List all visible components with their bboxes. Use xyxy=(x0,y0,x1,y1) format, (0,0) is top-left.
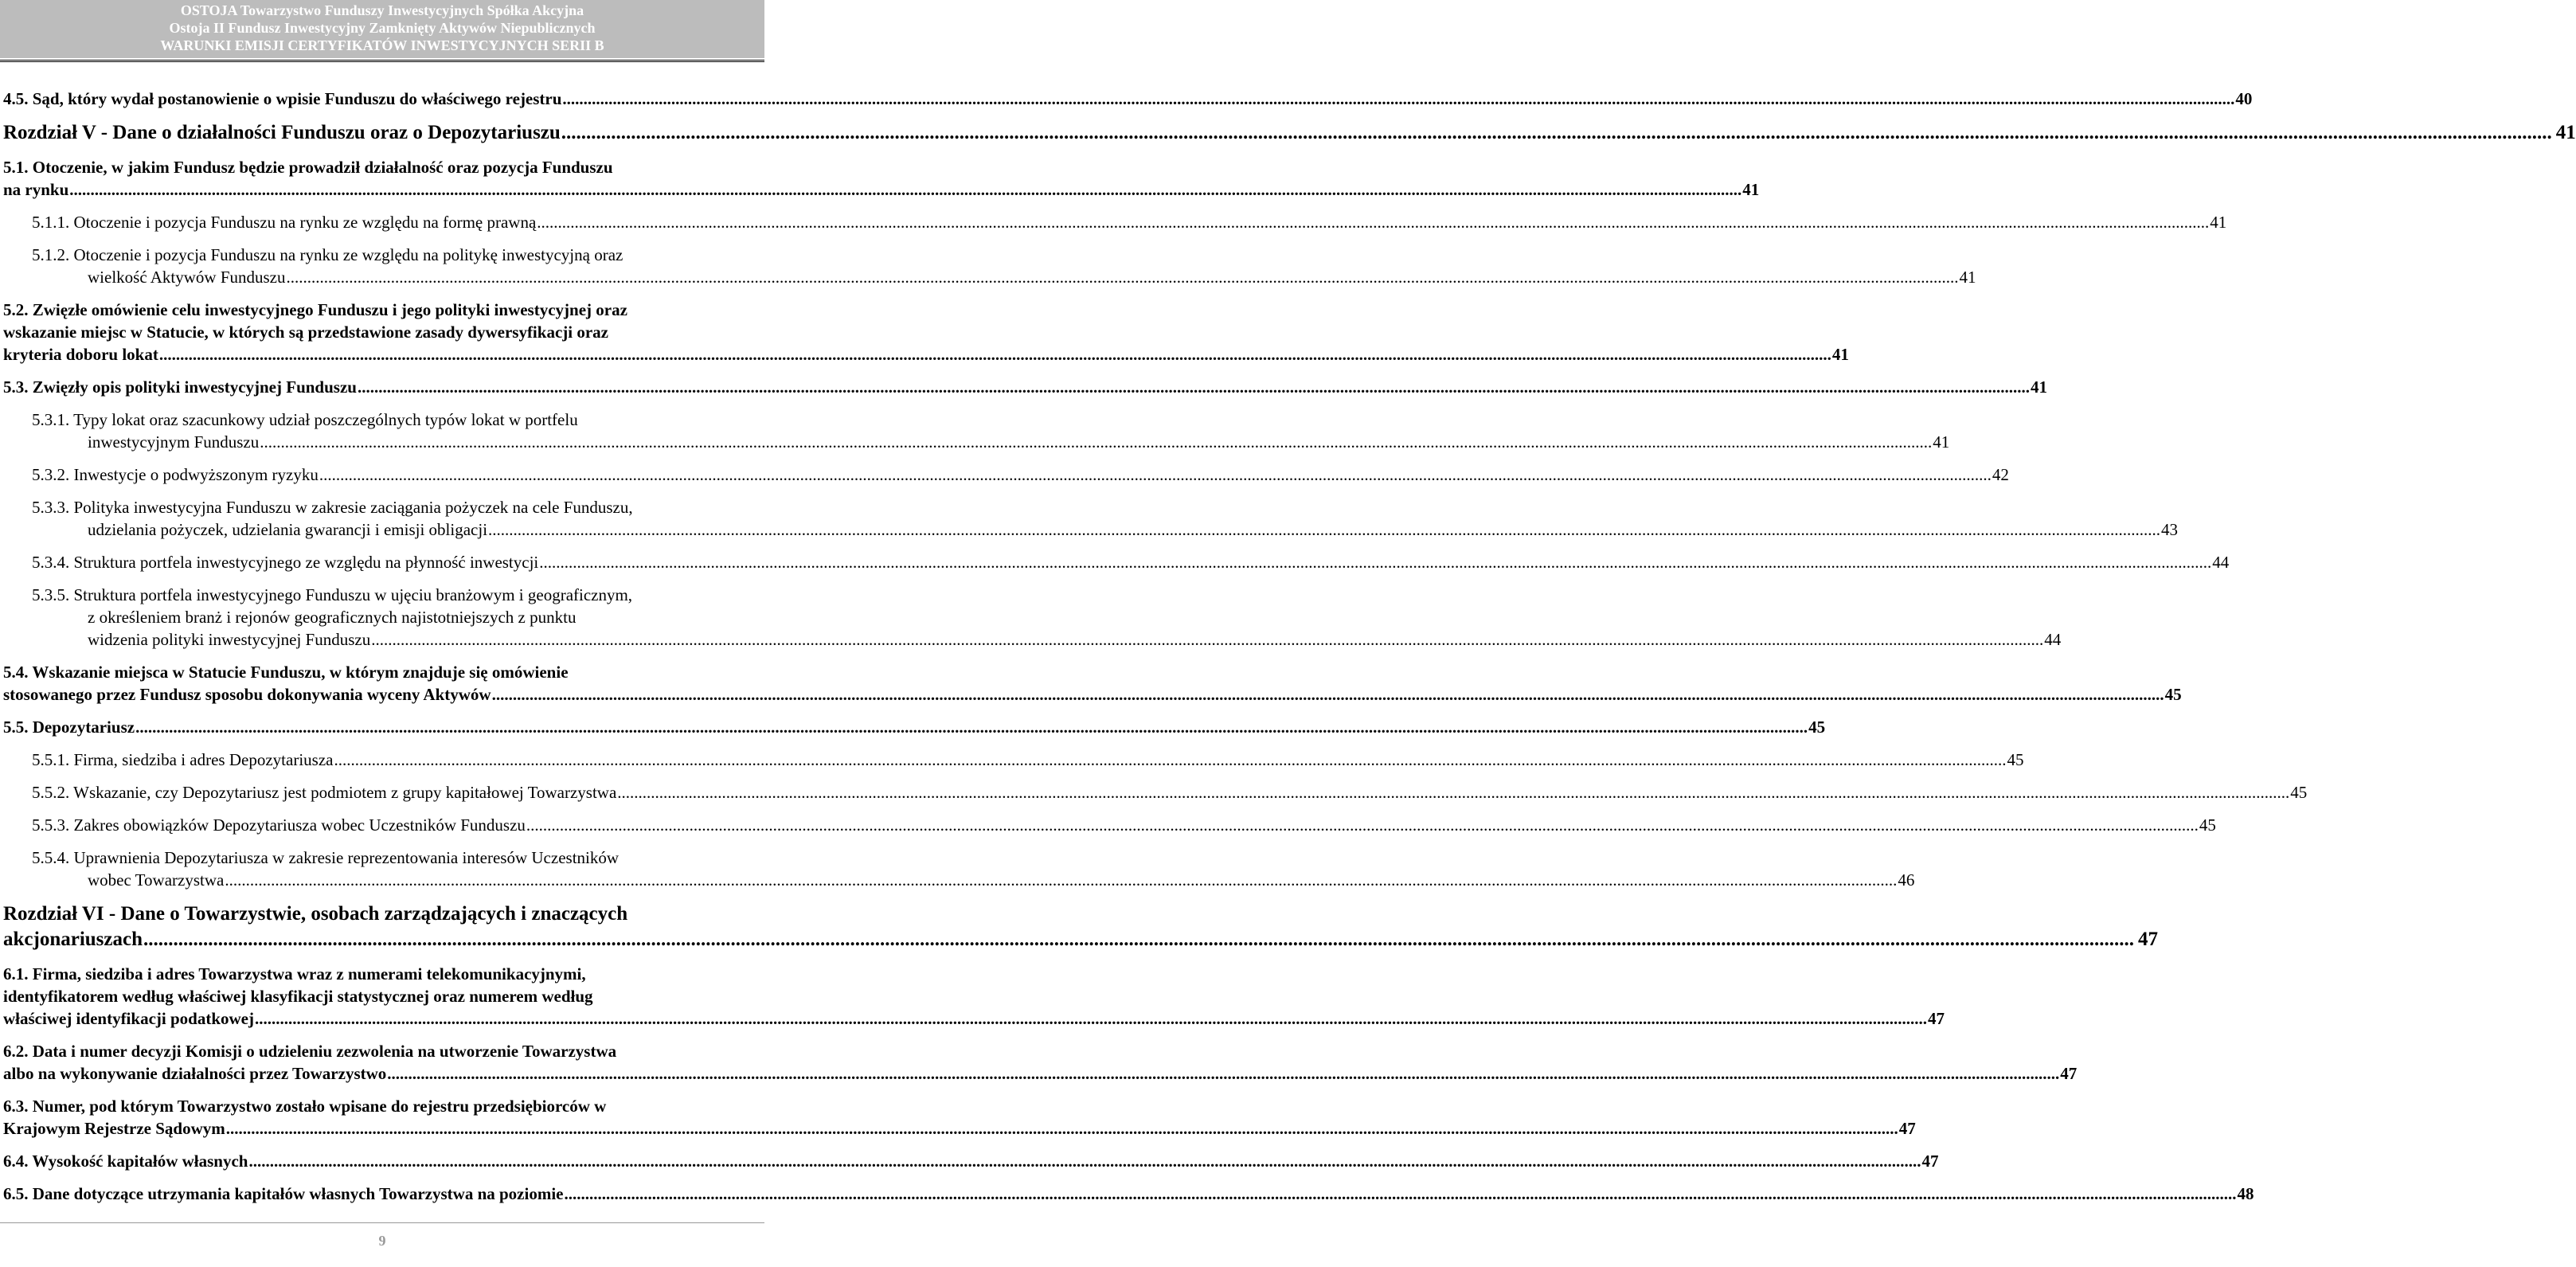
toc-page-number: 47 xyxy=(2060,1064,2078,1083)
toc-entry-text: 5.5.1. Firma, siedziba i adres Depozytariusza xyxy=(32,750,334,769)
toc-leader-dots: ................................................................................................................................................................................................................................................................................................................................................................................................................ xyxy=(260,432,1933,452)
toc-page-number: 41 xyxy=(1831,345,1849,364)
toc-entry[interactable] xyxy=(3,409,1950,453)
toc-leader-dots: ................................................................................................................................................................................................................................................................................................................................................................................................................ xyxy=(319,465,1992,484)
toc-entry-text: inwestycyjnym Funduszu xyxy=(88,432,260,452)
toc-entry[interactable] xyxy=(3,463,2009,486)
footer-rule xyxy=(0,1222,764,1223)
toc-entry[interactable] xyxy=(3,814,2216,836)
toc-entry-text: z określeniem branż i rejonów geograficznych najistotniejszych z punktu xyxy=(88,608,577,627)
toc-entry-text: na rynku xyxy=(3,180,69,199)
toc-leader-dots: ................................................................................................................................................................................................................................................................................................................................................................................................................ xyxy=(225,1119,1898,1138)
toc-entry-text: 5.1.1. Otoczenie i pozycja Funduszu na rynku ze względu na formę prawną xyxy=(32,213,537,232)
page-number: 9 xyxy=(378,1233,386,1249)
toc-entry[interactable] xyxy=(3,299,1849,366)
toc-entry-text: 5.3.3. Polityka inwestycyjna Funduszu w zakresie zaciągania pożyczek na cele Funduszu, xyxy=(32,498,633,517)
header-rule xyxy=(0,60,764,62)
toc-entry[interactable] xyxy=(3,1183,2254,1205)
header-company: OSTOJA Towarzystwo Funduszy Inwestycyjnych Spółka Akcyjna xyxy=(180,2,584,18)
toc-page-number: 41 xyxy=(1742,180,1760,199)
toc-entry-text: udzielania pożyczek, udzielania gwarancji i emisji obligacji xyxy=(88,520,488,539)
toc-entry-text: albo na wykonywanie działalności przez Towarzystwo xyxy=(3,1064,387,1083)
header-doc-title: WARUNKI EMISJI CERTYFIKATÓW INWESTYCYJNYCH SERII B xyxy=(160,37,604,53)
toc-page-number: 41 xyxy=(2555,122,2576,143)
toc-entry[interactable] xyxy=(3,781,2308,804)
toc-page-number: 47 xyxy=(1927,1009,1945,1028)
toc-page-number: 45 xyxy=(1808,718,1826,737)
toc-entry-text: widzenia polityki inwestycyjnej Funduszu xyxy=(88,630,371,649)
toc-entry[interactable] xyxy=(3,1095,1916,1140)
toc-page-number: 41 xyxy=(2030,377,2047,397)
toc-entry-text: Rozdział VI - Dane o Towarzystwie, osobach zarządzających i znaczących xyxy=(3,903,628,925)
toc-leader-dots: ................................................................................................................................................................................................................................................................................................................................................................................................................ xyxy=(158,345,1831,364)
header-fund: Ostoja II Fundusz Inwestycyjny Zamknięty Aktywów Niepublicznych xyxy=(169,20,596,36)
toc-entry-text: 5.5.4. Uprawnienia Depozytariusza w zakresie reprezentowania interesów Uczestników xyxy=(32,848,620,867)
toc-leader-dots: ................................................................................................................................................................................................................................................................................................................................................................................................................ xyxy=(537,213,2210,232)
toc-entry-text: stosowanego przez Fundusz sposobu dokonywania wyceny Aktywów xyxy=(3,685,491,704)
toc-page-number: 43 xyxy=(2161,520,2179,539)
toc-entry[interactable] xyxy=(3,1040,2078,1085)
toc-leader-dots: ................................................................................................................................................................................................................................................................................................................................................................................................................ xyxy=(488,520,2161,539)
toc-entry-text: wobec Towarzystwa xyxy=(88,870,225,890)
toc-entry-text: identyfikatorem według właściwej klasyfikacji statystycznej oraz numerem według xyxy=(3,987,593,1006)
toc-entry-text: 5.5. Depozytariusz xyxy=(3,718,135,737)
toc-page-number: 47 xyxy=(1921,1152,1939,1171)
toc-leader-dots: ................................................................................................................................................................................................................................................................................................................................................................................................................ xyxy=(371,630,2044,649)
toc-entry[interactable] xyxy=(3,244,1976,288)
toc-page-number: 41 xyxy=(1933,432,1950,452)
toc-entry-text: 5.1. Otoczenie, w jakim Fundusz będzie prowadził działalność oraz pozycja Funduszu xyxy=(3,158,613,177)
toc-entry-text: 4.5. Sąd, który wydał postanowienie o wpisie Funduszu do właściwego rejestru xyxy=(3,89,562,108)
toc-page-number: 42 xyxy=(1992,465,2009,484)
toc-leader-dots: ................................................................................................................................................................................................................................................................................................................................................................................................................ xyxy=(562,89,2235,108)
toc-page-number: 45 xyxy=(2199,815,2216,835)
toc-entry-text: 5.5.3. Zakres obowiązków Depozytariusza wobec Uczestników Funduszu xyxy=(32,815,526,835)
toc-entry[interactable] xyxy=(3,551,2230,573)
toc-page-number: 47 xyxy=(1898,1119,1916,1138)
toc-page-number: 44 xyxy=(2212,553,2230,572)
toc-entry[interactable] xyxy=(3,584,2062,651)
toc-entry-text: 5.2. Zwięzłe omówienie celu inwestycyjnego Funduszu i jego polityki inwestycyjnej oraz xyxy=(3,300,627,319)
toc-entry[interactable] xyxy=(3,901,2158,952)
toc-entry-text: 5.1.2. Otoczenie i pozycja Funduszu na rynku ze względu na politykę inwestycyjną oraz xyxy=(32,245,623,264)
toc-entry[interactable] xyxy=(3,847,1915,891)
toc-leader-dots: ................................................................................................................................................................................................................................................................................................................................................................................................................ xyxy=(617,783,2290,802)
toc-entry[interactable] xyxy=(3,376,2047,398)
toc-entry[interactable] xyxy=(3,963,1945,1030)
toc-entry-text: 6.2. Data i numer decyzji Komisji o udzieleniu zezwolenia na utworzenie Towarzystwa xyxy=(3,1042,617,1061)
toc-leader-dots: ................................................................................................................................................................................................................................................................................................................................................................................................................ xyxy=(143,929,2134,950)
toc-page-number: 47 xyxy=(2138,929,2158,950)
toc-entry-text: wielkość Aktywów Funduszu xyxy=(88,268,286,287)
toc-entry-text: 6.1. Firma, siedziba i adres Towarzystwa wraz z numerami telekomunikacyjnymi, xyxy=(3,964,586,983)
toc-entry-text: Rozdział V - Dane o działalności Funduszu oraz o Depozytariuszu xyxy=(3,122,561,143)
toc-leader-dots: ................................................................................................................................................................................................................................................................................................................................................................................................................ xyxy=(69,180,1742,199)
toc-entry-text: 5.4. Wskazanie miejsca w Statucie Funduszu, w którym znajduje się omówienie xyxy=(3,663,569,682)
toc-page-number: 40 xyxy=(2235,89,2253,108)
toc-entry-text: 5.3.1. Typy lokat oraz szacunkowy udział poszczególnych typów lokat w portfelu xyxy=(32,410,578,429)
toc-entry-text: 5.3.5. Struktura portfela inwestycyjnego Funduszu w ujęciu branżowym i geograficznym, xyxy=(32,585,633,604)
toc-entry[interactable] xyxy=(3,749,2024,771)
toc-page-number: 45 xyxy=(2290,783,2308,802)
toc-entry-text: Krajowym Rejestrze Sądowym xyxy=(3,1119,225,1138)
toc-leader-dots: ................................................................................................................................................................................................................................................................................................................................................................................................................ xyxy=(526,815,2199,835)
toc-page-number: 44 xyxy=(2044,630,2062,649)
toc-entry-text: wskazanie miejsc w Statucie, w których są przedstawione zasady dywersyfikacji oraz xyxy=(3,323,608,342)
toc-entry-text: 5.3.4. Struktura portfela inwestycyjnego ze względu na płynność inwestycji xyxy=(32,553,539,572)
toc-leader-dots: ................................................................................................................................................................................................................................................................................................................................................................................................................ xyxy=(135,718,1808,737)
toc-leader-dots: ................................................................................................................................................................................................................................................................................................................................................................................................................ xyxy=(357,377,2030,397)
page-header xyxy=(0,0,764,58)
toc-leader-dots: ................................................................................................................................................................................................................................................................................................................................................................................................................ xyxy=(225,870,1898,890)
toc-leader-dots: ................................................................................................................................................................................................................................................................................................................................................................................................................ xyxy=(491,685,2164,704)
toc-leader-dots: ................................................................................................................................................................................................................................................................................................................................................................................................................ xyxy=(334,750,2007,769)
toc-leader-dots: ................................................................................................................................................................................................................................................................................................................................................................................................................ xyxy=(539,553,2212,572)
toc-entry-text: 5.3. Zwięzły opis polityki inwestycyjnej Funduszu xyxy=(3,377,357,397)
toc-entry[interactable] xyxy=(3,156,1760,201)
toc-entry[interactable] xyxy=(3,661,2182,706)
toc-leader-dots: ................................................................................................................................................................................................................................................................................................................................................................................................................ xyxy=(561,122,2552,143)
toc-entry[interactable] xyxy=(3,716,1826,738)
toc-entry[interactable] xyxy=(3,88,2253,110)
toc-entry-text: 6.4. Wysokość kapitałów własnych xyxy=(3,1152,248,1171)
toc-page-number: 48 xyxy=(2237,1184,2254,1203)
toc-entry-text: 6.5. Dane dotyczące utrzymania kapitałów własnych Towarzystwa na poziomie xyxy=(3,1184,564,1203)
toc-entry-text: 6.3. Numer, pod którym Towarzystwo zostało wpisane do rejestru przedsiębiorców w xyxy=(3,1097,607,1116)
toc-page-number: 41 xyxy=(2210,213,2227,232)
toc-page-number: 41 xyxy=(1959,268,1976,287)
toc-page-number: 45 xyxy=(2007,750,2024,769)
toc-page-number: 46 xyxy=(1898,870,1915,890)
toc-leader-dots: ................................................................................................................................................................................................................................................................................................................................................................................................................ xyxy=(254,1009,1927,1028)
toc-leader-dots: ................................................................................................................................................................................................................................................................................................................................................................................................................ xyxy=(286,268,1959,287)
toc-page-number: 45 xyxy=(2164,685,2182,704)
toc-entry-text: właściwej identyfikacji podatkowej xyxy=(3,1009,254,1028)
toc-leader-dots: ................................................................................................................................................................................................................................................................................................................................................................................................................ xyxy=(248,1152,1921,1171)
toc-entry[interactable] xyxy=(3,120,2576,146)
table-of-contents xyxy=(3,88,2576,1215)
toc-entry-text: 5.3.2. Inwestycje o podwyższonym ryzyku xyxy=(32,465,319,484)
toc-entry-text: akcjonariuszach xyxy=(3,929,143,950)
toc-entry[interactable] xyxy=(3,1150,1939,1172)
toc-leader-dots: ................................................................................................................................................................................................................................................................................................................................................................................................................ xyxy=(564,1184,2237,1203)
toc-entry[interactable] xyxy=(3,496,2179,541)
toc-entry-text: 5.5.2. Wskazanie, czy Depozytariusz jest podmiotem z grupy kapitałowej Towarzystwa xyxy=(32,783,617,802)
toc-leader-dots: ................................................................................................................................................................................................................................................................................................................................................................................................................ xyxy=(387,1064,2060,1083)
toc-entry-text: kryteria doboru lokat xyxy=(3,345,158,364)
toc-entry[interactable] xyxy=(3,211,2227,233)
